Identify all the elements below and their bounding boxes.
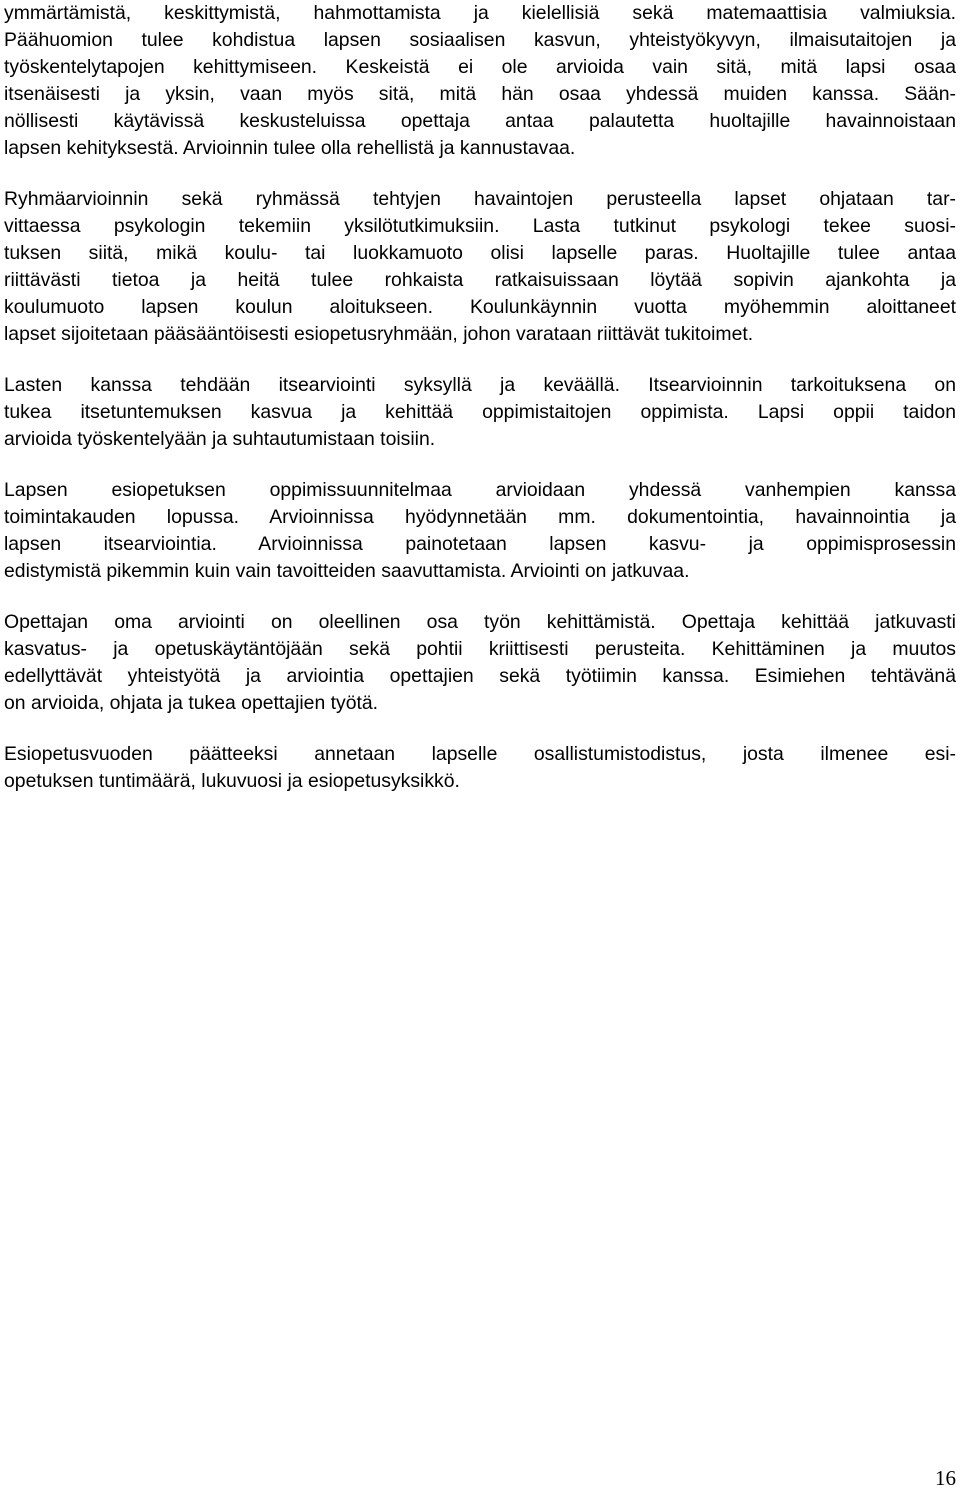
text-line: Opettajan oma arviointi on oleellinen osa työn kehittämistä. Opettaja kehittää jatkuvasti [4,611,956,633]
paragraph-6 [4,741,956,795]
text-line: riittävästi tietoa ja heitä tulee rohkaista ratkaisuissaan löytää sopivin ajankohta ja [4,269,956,291]
text-line: lapsen itsearviointia. Arvioinnissa painotetaan lapsen kasvu- ja oppimisprosessin [4,533,956,555]
text-line: edistymistä pikemmin kuin vain tavoitteiden saavuttamista. Arviointi on jatkuvaa. [4,560,690,582]
text-line: tukea itsetuntemuksen kasvua ja kehittää oppimistaitojen oppimista. Lapsi oppii taidon [4,401,956,423]
text-line: työskentelytapojen kehittymiseen. Keskeistä ei ole arvioida vain sitä, mitä lapsi osaa [4,56,956,78]
page-number: 16 [935,1466,956,1490]
text-line: ymmärtämistä, keskittymistä, hahmottamista ja kielellisiä sekä matemaattisia valmiuksia. [4,2,956,24]
paragraph-2 [4,186,956,348]
paragraph-5 [4,609,956,717]
paragraph-3 [4,372,956,453]
text-line: itsenäisesti ja yksin, vaan myös sitä, mitä hän osaa yhdessä muiden kanssa. Sään- [4,83,956,105]
text-line: vittaessa psykologin tekemiin yksilötutkimuksiin. Lasta tutkinut psykologi tekee suosi- [4,215,956,237]
paragraph-1 [4,0,956,162]
text-line: Esiopetusvuoden päätteeksi annetaan lapselle osallistumistodistus, josta ilmenee esi- [4,743,956,765]
text-line: lapsen kehityksestä. Arvioinnin tulee olla rehellistä ja kannustavaa. [4,137,576,159]
text-line: kasvatus- ja opetuskäytäntöjään sekä pohtii kriittisesti perusteita. Kehittäminen ja muutos [4,638,956,660]
text-line: toimintakauden lopussa. Arvioinnissa hyödynnetään mm. dokumentointia, havainnointia ja [4,506,956,528]
text-line: nöllisesti käytävissä keskusteluissa opettaja antaa palautetta huoltajille havainnoistaan [4,110,956,132]
text-line: Lapsen esiopetuksen oppimissuunnitelmaa arvioidaan yhdessä vanhempien kanssa [4,479,956,501]
text-line: on arvioida, ohjata ja tukea opettajien työtä. [4,692,379,714]
paragraph-4 [4,477,956,585]
text-line: Lasten kanssa tehdään itsearviointi syksyllä ja keväällä. Itsearvioinnin tarkoituksena on [4,374,956,396]
text-line: arvioida työskentelyään ja suhtautumistaan toisiin. [4,428,436,450]
document-body [4,0,956,819]
text-line: edellyttävät yhteistyötä ja arviointia opettajien sekä työtiimin kanssa. Esimiehen tehtävänä [4,665,956,687]
text-line: Ryhmäarvioinnin sekä ryhmässä tehtyjen havaintojen perusteella lapset ohjataan tar- [4,188,956,210]
text-line: koulumuoto lapsen koulun aloitukseen. Koulunkäynnin vuotta myöhemmin aloittaneet [4,296,956,318]
text-line: Päähuomion tulee kohdistua lapsen sosiaalisen kasvun, yhteistyökyvyn, ilmaisutaitojen ja [4,29,956,51]
text-line: lapset sijoitetaan pääsääntöisesti esiopetusryhmään, johon varataan riittävät tukitoimet. [4,323,754,345]
text-line: tuksen siitä, mikä koulu- tai luokkamuoto olisi lapselle paras. Huoltajille tulee antaa [4,242,956,264]
text-line: opetuksen tuntimäärä, lukuvuosi ja esiopetusyksikkö. [4,770,460,792]
